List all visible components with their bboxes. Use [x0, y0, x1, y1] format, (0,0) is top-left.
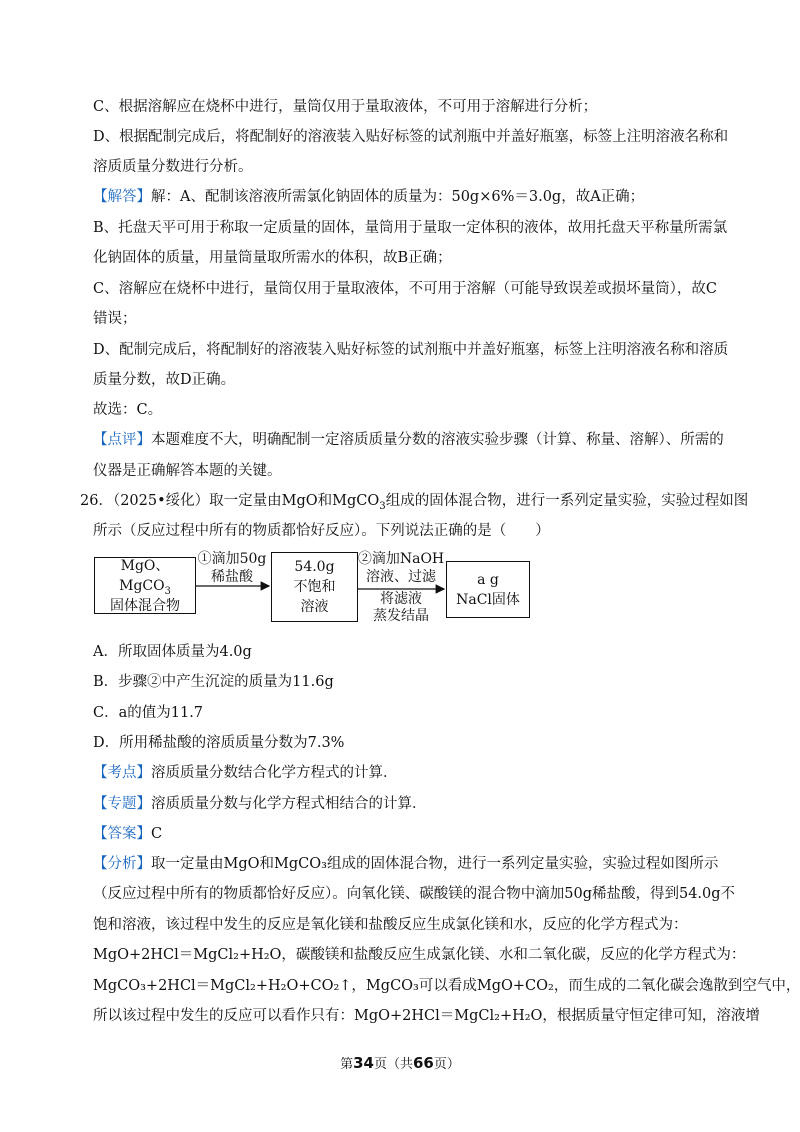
kaodian-text: 溶质质量分数结合化学方程式的计算． — [151, 765, 398, 781]
option-b: B．步骤②中产生沉淀的质量为11.6g — [93, 674, 334, 690]
fenxi-line-2: （反应过程中所有的物质都恰好反应）。向氧化镁、碳酸镁的混合物中滴加50g稀盐酸，得到54.0g不 — [93, 886, 736, 902]
box1-line-2: 固体混合物 — [110, 597, 180, 614]
option-a: A．所取固体质量为4.0g — [93, 644, 252, 660]
footer-mid: 页（共 — [373, 1057, 413, 1072]
answer-d-line-1: D、配制完成后，将配制好的溶液装入贴好标签的试剂瓶中并盖好瓶塞，标签上注明溶液名称和溶质 — [93, 342, 729, 358]
arrow1-label-1: ①滴加50g — [197, 551, 267, 567]
box2-line-3: 溶液 — [300, 599, 329, 615]
fenxi-line-1 — [93, 854, 740, 874]
fenxi-tag: 【分析】 — [93, 856, 151, 872]
daan-text: C — [151, 826, 163, 842]
answer-a-line — [93, 187, 740, 207]
comment-text-1: 本题难度不大，明确配制一定溶质质量分数的溶液实验步骤（计算、称量、溶解）、所需的 — [151, 432, 724, 448]
box3-line-1: a g — [477, 571, 499, 588]
analysis-d-line-1: D、根据配制完成后，将配制好的溶液装入贴好标签的试剂瓶中并盖好瓶塞，标签上注明溶液名称和 — [93, 129, 729, 145]
arrow2-label-3: 将滤液 — [380, 591, 422, 607]
fenxi-text-1: 取一定量由MgO和MgCO₃组成的固体混合物，进行一系列定量实验，实验过程如图所示 — [151, 856, 719, 872]
answer-a-text: 解：A、配制该溶液所需氯化钠固体的质量为：50g×6%＝3.0g，故A正确； — [151, 189, 645, 205]
fenxi-line-3: 饱和溶液，该过程中发生的反应是氧化镁和盐酸反应生成氯化镁和水，反应的化学方程式为： — [93, 917, 688, 933]
fenxi-line-5: MgCO₃+2HCl＝MgCl₂+H₂O+CO₂↑，MgCO₃可以看成MgO+CO₂，而生成的二氧化碳会逸散到空气中， — [93, 978, 800, 994]
arrow2-label-2: 溶液、过滤 — [366, 569, 436, 585]
option-c: C．a的值为11.7 — [93, 705, 204, 721]
q26-stem-post: 组成的固体混合物，进行一系列定量实验，实验过程如图 — [385, 493, 749, 509]
arrow2-label-1: ②滴加NaOH — [357, 551, 445, 567]
analysis-c-line: C、根据溶解应在烧杯中进行，量筒仅用于量取液体，不可用于溶解进行分析； — [93, 99, 598, 115]
answer-b-line-2: 化钠固体的质量，用量筒量取所需水的体积，故B正确； — [93, 250, 452, 266]
arrow1-label-2: 稀盐酸 — [211, 569, 253, 585]
box1-formula: MgO、MgCO — [119, 557, 170, 594]
page-footer — [0, 1053, 800, 1072]
box3-line-2: NaCl固体 — [456, 591, 520, 608]
answer-choice: 故选：C。 — [93, 402, 163, 418]
answer-c-line-1: C、溶解应在烧杯中进行，量筒仅用于量取液体，不可用于溶解（可能导致误差或损坏量筒），故C — [93, 281, 717, 297]
box-nacl-solid — [446, 561, 530, 618]
footer-pre: 第 — [340, 1057, 354, 1072]
question-26-line-1 — [80, 491, 749, 512]
footer-post: 页） — [433, 1057, 460, 1072]
arrow2-label-4: 蒸发结晶 — [373, 608, 429, 624]
zhuanti-text: 溶质质量分数与化学方程式相结合的计算． — [151, 796, 427, 812]
comment-line-2: 仪器是正确解答本题的关键。 — [93, 463, 282, 479]
analysis-d-line-2: 溶质质量分数进行分析。 — [93, 159, 253, 175]
box-unsaturated-solution — [271, 552, 358, 622]
answer-c-line-2: 错误； — [93, 311, 137, 327]
question-26-line-2: 所示（反应过程中所有的物质都恰好反应）。下列说法正确的是（ ） — [93, 523, 550, 539]
kaodian-line — [93, 763, 740, 783]
footer-total-pages: 66 — [413, 1054, 434, 1072]
fenxi-line-4: MgO+2HCl＝MgCl₂+H₂O，碳酸镁和盐酸反应生成氯化镁、水和二氧化碳，反应的化学方程式为： — [93, 947, 746, 963]
q26-stem-sub: 3 — [379, 500, 386, 512]
kaodian-tag: 【考点】 — [93, 765, 151, 781]
zhuanti-line — [93, 794, 740, 814]
zhuanti-tag: 【专题】 — [93, 796, 151, 812]
daan-tag: 【答案】 — [93, 826, 151, 842]
fenxi-line-6: 所以该过程中发生的反应可以看作只有：MgO+2HCl＝MgCl₂+H₂O，根据质量守恒定律可知，溶液增 — [93, 1008, 760, 1024]
footer-page-number: 34 — [353, 1054, 374, 1072]
comment-tag: 【点评】 — [93, 432, 151, 448]
answer-b-line-1: B、托盘天平可用于称取一定质量的固体，量筒用于量取一定体积的液体，故用托盘天平称量所需氯 — [93, 220, 728, 236]
comment-line-1 — [93, 430, 740, 450]
option-d: D．所用稀盐酸的溶质质量分数为7.3% — [93, 735, 345, 751]
answer-d-line-2: 质量分数，故D正确。 — [93, 372, 236, 388]
box1-sub: 3 — [164, 585, 171, 597]
box-solid-mixture — [94, 557, 196, 614]
box2-line-2: 不饱和 — [293, 579, 336, 595]
daan-line — [93, 824, 740, 844]
box1-line-1 — [95, 556, 195, 596]
box2-line-1: 54.0g — [294, 559, 335, 575]
q26-stem-pre: 26．（2025•绥化）取一定量由MgO和MgCO — [80, 493, 380, 509]
answer-tag: 【解答】 — [93, 189, 151, 205]
